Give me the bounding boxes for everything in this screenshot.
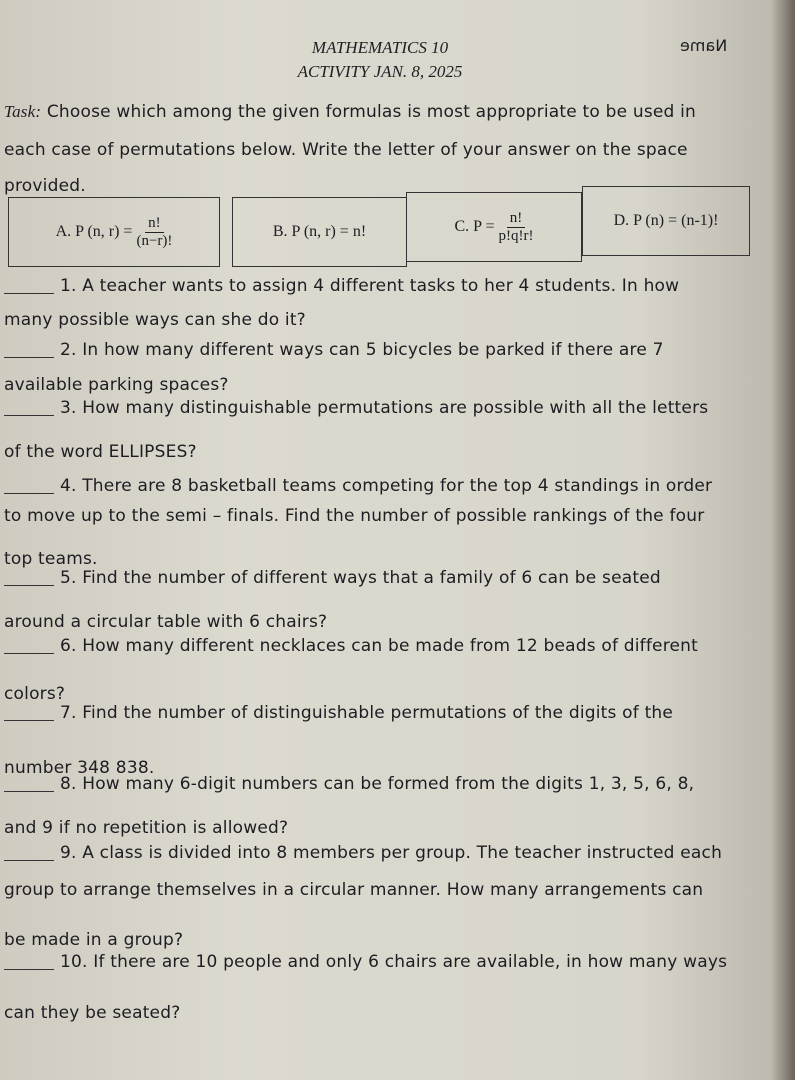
question-text: can they be seated? <box>4 1003 181 1023</box>
question-continuation <box>4 375 229 395</box>
question-continuation <box>4 612 327 632</box>
answer-blank[interactable] <box>4 493 54 494</box>
question-text: colors? <box>4 684 66 704</box>
task-text: Choose which among the given formulas is most appropriate to be used in <box>41 102 697 122</box>
question-continuation <box>4 818 288 838</box>
formula-text: P (n, r) = n! <box>291 223 367 240</box>
formula-letter: A. <box>55 223 72 240</box>
answer-blank[interactable] <box>4 653 54 654</box>
fraction <box>499 210 534 245</box>
activity-date: ACTIVITY JAN. 8, 2025 <box>297 62 463 81</box>
question-continuation <box>4 310 306 330</box>
formula-lhs: P (n, r) = <box>75 223 133 240</box>
question-text: group to arrange themselves in a circular manner. How many arrangements can <box>4 880 704 900</box>
question-text: 10. If there are 10 people and only 6 chairs are available, in how many ways <box>60 952 728 972</box>
task-line: each case of permutations below. Write the letter of your answer on the space <box>4 140 688 160</box>
question-item <box>4 568 661 588</box>
formula-lhs: P = <box>473 218 495 235</box>
formula-d <box>582 186 750 256</box>
question-item <box>4 703 673 723</box>
formula-c <box>406 192 582 262</box>
question-text: 7. Find the number of distinguishable permutations of the digits of the <box>60 703 674 723</box>
formula-b <box>232 197 407 267</box>
question-text: available parking spaces? <box>4 375 229 395</box>
formula-text: P (n) = (n-1)! <box>633 212 719 229</box>
question-item <box>4 340 664 360</box>
question-text: 8. How many 6-digit numbers can be formed from the digits 1, 3, 5, 6, 8, <box>60 774 695 794</box>
question-text: 3. How many distinguishable permutations are possible with all the letters <box>60 398 709 418</box>
question-text: 5. Find the number of different ways that a family of 6 can be seated <box>60 568 661 588</box>
question-continuation <box>4 684 65 704</box>
question-continuation <box>4 1003 180 1023</box>
formula-letter: B. <box>272 223 288 240</box>
question-item <box>4 476 712 496</box>
question-item <box>4 774 694 794</box>
question-item <box>4 952 727 972</box>
question-text: 1. A teacher wants to assign 4 different tasks to her 4 students. In how <box>60 276 680 296</box>
numerator: n! <box>507 210 526 228</box>
question-item <box>4 636 698 656</box>
question-text: around a circular table with 6 chairs? <box>4 612 328 632</box>
question-text: 9. A class is divided into 8 members per group. The teacher instructed each <box>60 843 723 863</box>
denominator: p!q!r! <box>498 227 534 244</box>
question-text: to move up to the semi – finals. Find the number of possible rankings of the four <box>4 506 705 526</box>
numerator: n! <box>145 215 164 233</box>
question-text: 2. In how many different ways can 5 bicycles be parked if there are 7 <box>60 340 664 360</box>
question-text: many possible ways can she do it? <box>4 310 306 330</box>
formula-letter: D. <box>613 212 630 229</box>
question-continuation <box>4 506 704 526</box>
question-text: 4. There are 8 basketball teams competing for the top 4 standings in order <box>60 476 713 496</box>
formula-letter: C. <box>454 218 470 235</box>
question-text: 6. How many different necklaces can be made from 12 beads of different <box>60 636 699 656</box>
question-text: and 9 if no repetition is allowed? <box>4 818 289 838</box>
answer-blank[interactable] <box>4 357 54 358</box>
question-text: top teams. <box>4 549 98 569</box>
fraction <box>136 215 172 250</box>
answer-blank[interactable] <box>4 585 54 586</box>
answer-blank[interactable] <box>4 969 54 970</box>
question-continuation <box>4 880 703 900</box>
question-continuation <box>4 930 183 950</box>
question-continuation <box>4 549 98 569</box>
answer-blank[interactable] <box>4 860 54 861</box>
question-text: of the word ELLIPSES? <box>4 442 197 462</box>
question-item <box>4 276 679 296</box>
denominator: (n−r)! <box>136 232 173 249</box>
formula-a <box>8 197 220 267</box>
task-line <box>4 102 696 122</box>
question-item <box>4 398 708 418</box>
question-continuation <box>4 442 197 462</box>
question-item <box>4 843 722 863</box>
subject-title: MATHEMATICS 10 <box>311 38 449 57</box>
question-text: number 348 838. <box>4 758 155 778</box>
task-label: Task: <box>4 102 42 121</box>
answer-blank[interactable] <box>4 415 54 416</box>
name-label: Name <box>680 36 728 55</box>
answer-blank[interactable] <box>4 720 54 721</box>
answer-blank[interactable] <box>4 791 54 792</box>
task-line: provided. <box>4 176 86 196</box>
question-text: be made in a group? <box>4 930 184 950</box>
answer-blank[interactable] <box>4 293 54 294</box>
